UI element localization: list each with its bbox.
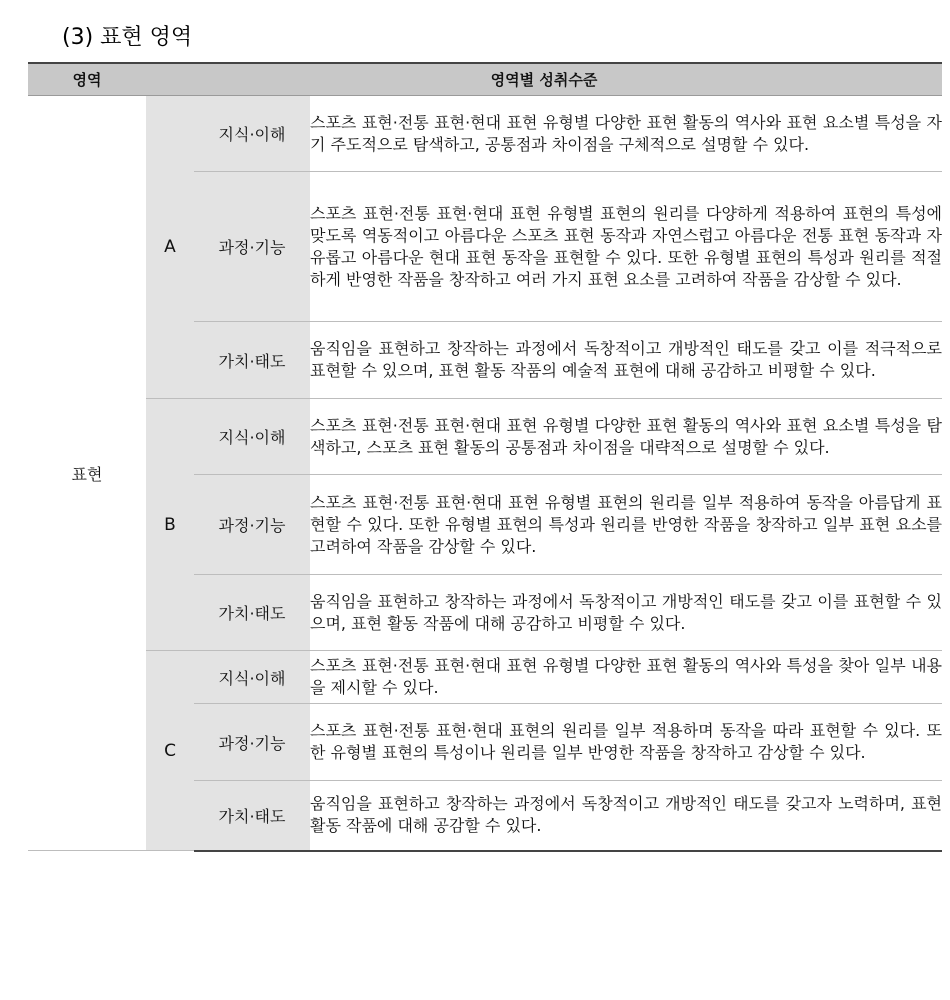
category-cell: 가치·태도 [194,781,310,851]
header-area: 영역 [28,63,146,96]
area-cell: 표현 [28,96,146,851]
level-cell-a: A [146,96,194,399]
category-cell: 가치·태도 [194,575,310,651]
category-cell: 과정·기능 [194,475,310,575]
description-cell: 스포츠 표현·전통 표현·현대 표현 유형별 다양한 표현 활동의 역사와 특성을 찾아 일부 내용을 제시할 수 있다. [310,651,942,704]
category-cell: 과정·기능 [194,704,310,781]
description-cell: 스포츠 표현·전통 표현·현대 표현 유형별 다양한 표현 활동의 역사와 표현 요소별 특성을 자기 주도적으로 탐색하고, 공통점과 차이점을 구체적으로 설명할 수 있다. [310,96,942,172]
header-achievement-level: 영역별 성취수준 [146,63,942,96]
level-cell-b: B [146,399,194,651]
level-cell-c: C [146,651,194,851]
section-title: (3) 표현 영역 [62,25,193,50]
description-cell: 스포츠 표현·전통 표현·현대 표현 유형별 표현의 원리를 다양하게 적용하여 표현의 특성에 맞도록 역동적이고 아름다운 스포츠 표현 동작과 자연스럽고 아름다운 전통 표현 동작과 자유롭고 아름다운 현대 표현 동작을 표현할 수 있다. 또한 유형별 표현의 특성과 원리를 적절하게 반영한 작품을 창작하고 여러 가지 표현 요소를 고려하여 작품을 감상할 수 있다. [310,172,942,322]
achievement-standards-table [28,62,942,852]
description-cell: 움직임을 표현하고 창작하는 과정에서 독창적이고 개방적인 태도를 갖고 이를 적극적으로 표현할 수 있으며, 표현 활동 작품의 예술적 표현에 대해 공감하고 비평할 수 있다. [310,322,942,399]
table-row [28,651,942,704]
table-row [28,399,942,475]
description-cell: 스포츠 표현·전통 표현·현대 표현 유형별 표현의 원리를 일부 적용하여 동작을 아름답게 표현할 수 있다. 또한 유형별 표현의 특성과 원리를 반영한 작품을 창작하고 일부 표현 요소를 고려하여 작품을 감상할 수 있다. [310,475,942,575]
category-cell: 지식·이해 [194,96,310,172]
category-cell: 지식·이해 [194,651,310,704]
category-cell: 지식·이해 [194,399,310,475]
description-cell: 스포츠 표현·전통 표현·현대 표현의 원리를 일부 적용하며 동작을 따라 표현할 수 있다. 또한 유형별 표현의 특성이나 원리를 일부 반영한 작품을 창작하고 감상할 수 있다. [310,704,942,781]
description-cell: 움직임을 표현하고 창작하는 과정에서 독창적이고 개방적인 태도를 갖고자 노력하며, 표현 활동 작품에 대해 공감할 수 있다. [310,781,942,851]
category-cell: 과정·기능 [194,172,310,322]
description-cell: 스포츠 표현·전통 표현·현대 표현 유형별 다양한 표현 활동의 역사와 표현 요소별 특성을 탐색하고, 스포츠 표현 활동의 공통점과 차이점을 대략적으로 설명할 수 있다. [310,399,942,475]
table-row [28,96,942,172]
category-cell: 가치·태도 [194,322,310,399]
description-cell: 움직임을 표현하고 창작하는 과정에서 독창적이고 개방적인 태도를 갖고 이를 표현할 수 있으며, 표현 활동 작품에 대해 공감하고 비평할 수 있다. [310,575,942,651]
table-header-row [28,63,942,96]
